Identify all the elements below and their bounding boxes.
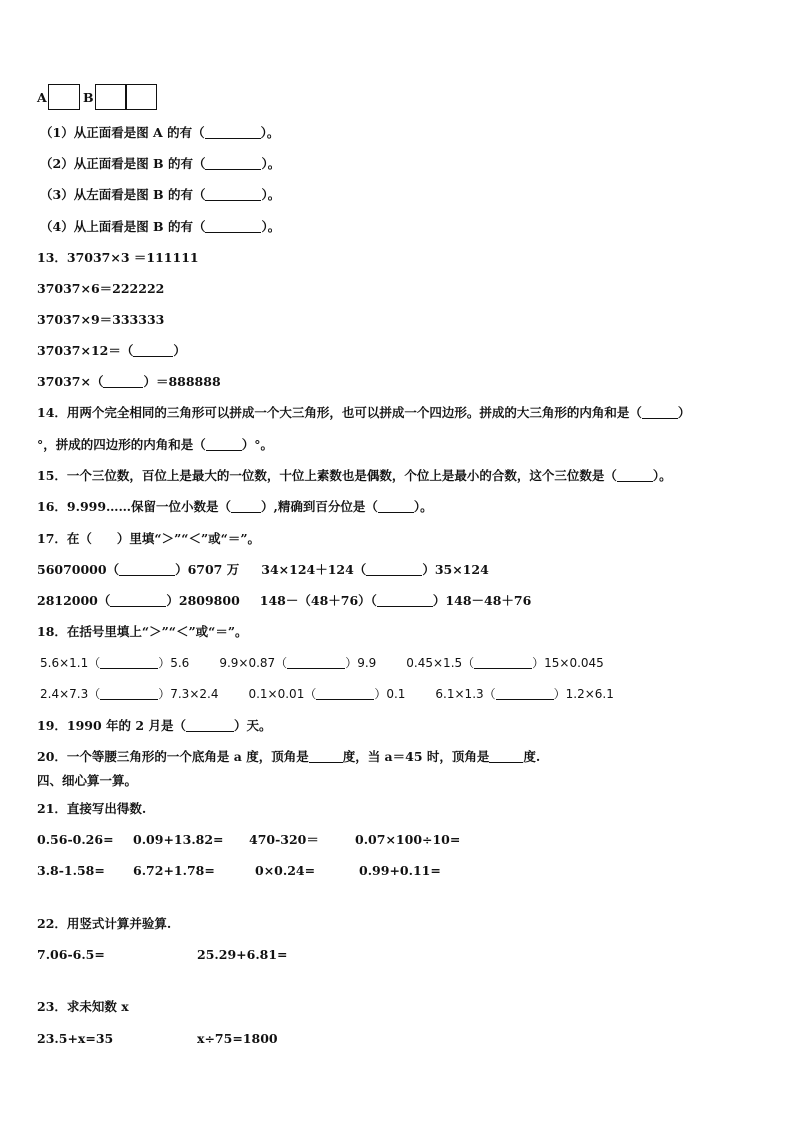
q21-item: 0.56-0.26= xyxy=(37,832,114,847)
q13-line-2: 37037×6＝222222 xyxy=(37,281,165,296)
answer-blank[interactable] xyxy=(496,687,554,700)
answer-blank[interactable] xyxy=(231,500,261,513)
answer-blank[interactable] xyxy=(205,220,261,233)
q18-title: 18．在括号里填上“＞”“＜”或“＝”。 xyxy=(37,624,248,639)
figure-a-label: A xyxy=(37,90,47,105)
q21-item: 0×0.24= xyxy=(255,863,316,878)
answer-blank[interactable] xyxy=(186,719,234,732)
answer-blank[interactable] xyxy=(206,438,242,451)
q23-item: 23.5+x=35 xyxy=(37,1031,114,1046)
q21-item: 3.8-1.58= xyxy=(37,863,105,878)
q21-item: 0.99+0.11= xyxy=(359,863,441,878)
q13-line-1: 13．37037×3 ＝111111 xyxy=(37,250,199,265)
q13-line-3: 37037×9＝333333 xyxy=(37,312,165,327)
q14-line-2: °，拼成的四边形的内角和是（ ）°。 xyxy=(37,437,274,452)
answer-blank[interactable] xyxy=(474,656,532,669)
figure-a-square xyxy=(48,84,80,110)
q19: 19．1990 年的 2 月是（ ）天。 xyxy=(37,718,272,733)
answer-blank[interactable] xyxy=(100,656,158,669)
answer-blank[interactable] xyxy=(489,750,523,763)
answer-blank[interactable] xyxy=(205,126,261,139)
answer-blank[interactable] xyxy=(617,469,653,482)
figure-b-square-1 xyxy=(95,84,126,110)
q12-item-1: （1）从正面看是图 A 的有（ ）。 xyxy=(40,125,280,140)
answer-blank[interactable] xyxy=(377,594,433,607)
answer-blank[interactable] xyxy=(133,344,173,357)
answer-blank[interactable] xyxy=(309,750,343,763)
q22-title: 22．用竖式计算并验算. xyxy=(37,916,172,931)
q13-line-4: 37037×12＝（ ） xyxy=(37,343,186,358)
q23-item: x÷75=1800 xyxy=(197,1031,278,1046)
q12-item-4: （4）从上面看是图 B 的有（ ）。 xyxy=(40,219,281,234)
q18-row-2: 2.4×7.3（ ）7.3×2.4 0.1×0.01（ ）0.1 6.1×1.3（ ）1.2×6.1 xyxy=(40,687,614,701)
q16: 16．9.999……保留一位小数是（ ）,精确到百分位是（ ）。 xyxy=(37,499,433,514)
q17-title: 17．在（ ）里填“＞”“＜”或“＝”。 xyxy=(37,531,261,546)
answer-blank[interactable] xyxy=(642,406,678,419)
answer-blank[interactable] xyxy=(366,563,422,576)
q21-item: 470-320＝ xyxy=(249,832,319,847)
figure-b-label: B xyxy=(83,90,94,105)
answer-blank[interactable] xyxy=(103,375,143,388)
figure-b-square-2 xyxy=(126,84,157,110)
q15: 15．一个三位数，百位上是最大的一位数，十位上素数也是偶数，个位上是最小的合数，这个三位数是（ ）。 xyxy=(37,468,672,483)
q22-item: 7.06-6.5= xyxy=(37,947,105,962)
q17-row-1: 56070000（ ）6707 万 34×124＋124（ ）35×124 xyxy=(37,562,489,577)
q21-title: 21．直接写出得数. xyxy=(37,801,147,816)
q14-line-1: 14．用两个完全相同的三角形可以拼成一个大三角形，也可以拼成一个四边形。拼成的大三角形的内角和是（ ） xyxy=(37,405,691,420)
q12-item-2: （2）从正面看是图 B 的有（ ）。 xyxy=(40,156,281,171)
q13-line-5: 37037×（ ）＝888888 xyxy=(37,374,221,389)
answer-blank[interactable] xyxy=(316,687,374,700)
q21-item: 6.72+1.78= xyxy=(133,863,215,878)
q21-item: 0.09+13.82= xyxy=(133,832,224,847)
answer-blank[interactable] xyxy=(119,563,175,576)
q18-row-1: 5.6×1.1（ ）5.6 9.9×0.87（ ）9.9 0.45×1.5（ ）15×0.045 xyxy=(40,656,604,670)
q17-row-2: 2812000（ ）2809800 148－（48＋76）（ ）148－48＋76 xyxy=(37,593,532,608)
answer-blank[interactable] xyxy=(378,500,414,513)
q23-title: 23．求未知数 x xyxy=(37,999,129,1014)
answer-blank[interactable] xyxy=(205,188,261,201)
answer-blank[interactable] xyxy=(100,687,158,700)
answer-blank[interactable] xyxy=(287,656,345,669)
q12-item-3: （3）从左面看是图 B 的有（ ）。 xyxy=(40,187,281,202)
q22-item: 25.29+6.81= xyxy=(197,947,288,962)
q20: 20．一个等腰三角形的一个底角是 a 度，顶角是 度，当 a＝45 时，顶角是 度. xyxy=(37,749,541,764)
q21-item: 0.07×100÷10= xyxy=(355,832,461,847)
section-4-heading: 四、细心算一算。 xyxy=(37,773,138,788)
answer-blank[interactable] xyxy=(110,594,166,607)
answer-blank[interactable] xyxy=(205,157,261,170)
